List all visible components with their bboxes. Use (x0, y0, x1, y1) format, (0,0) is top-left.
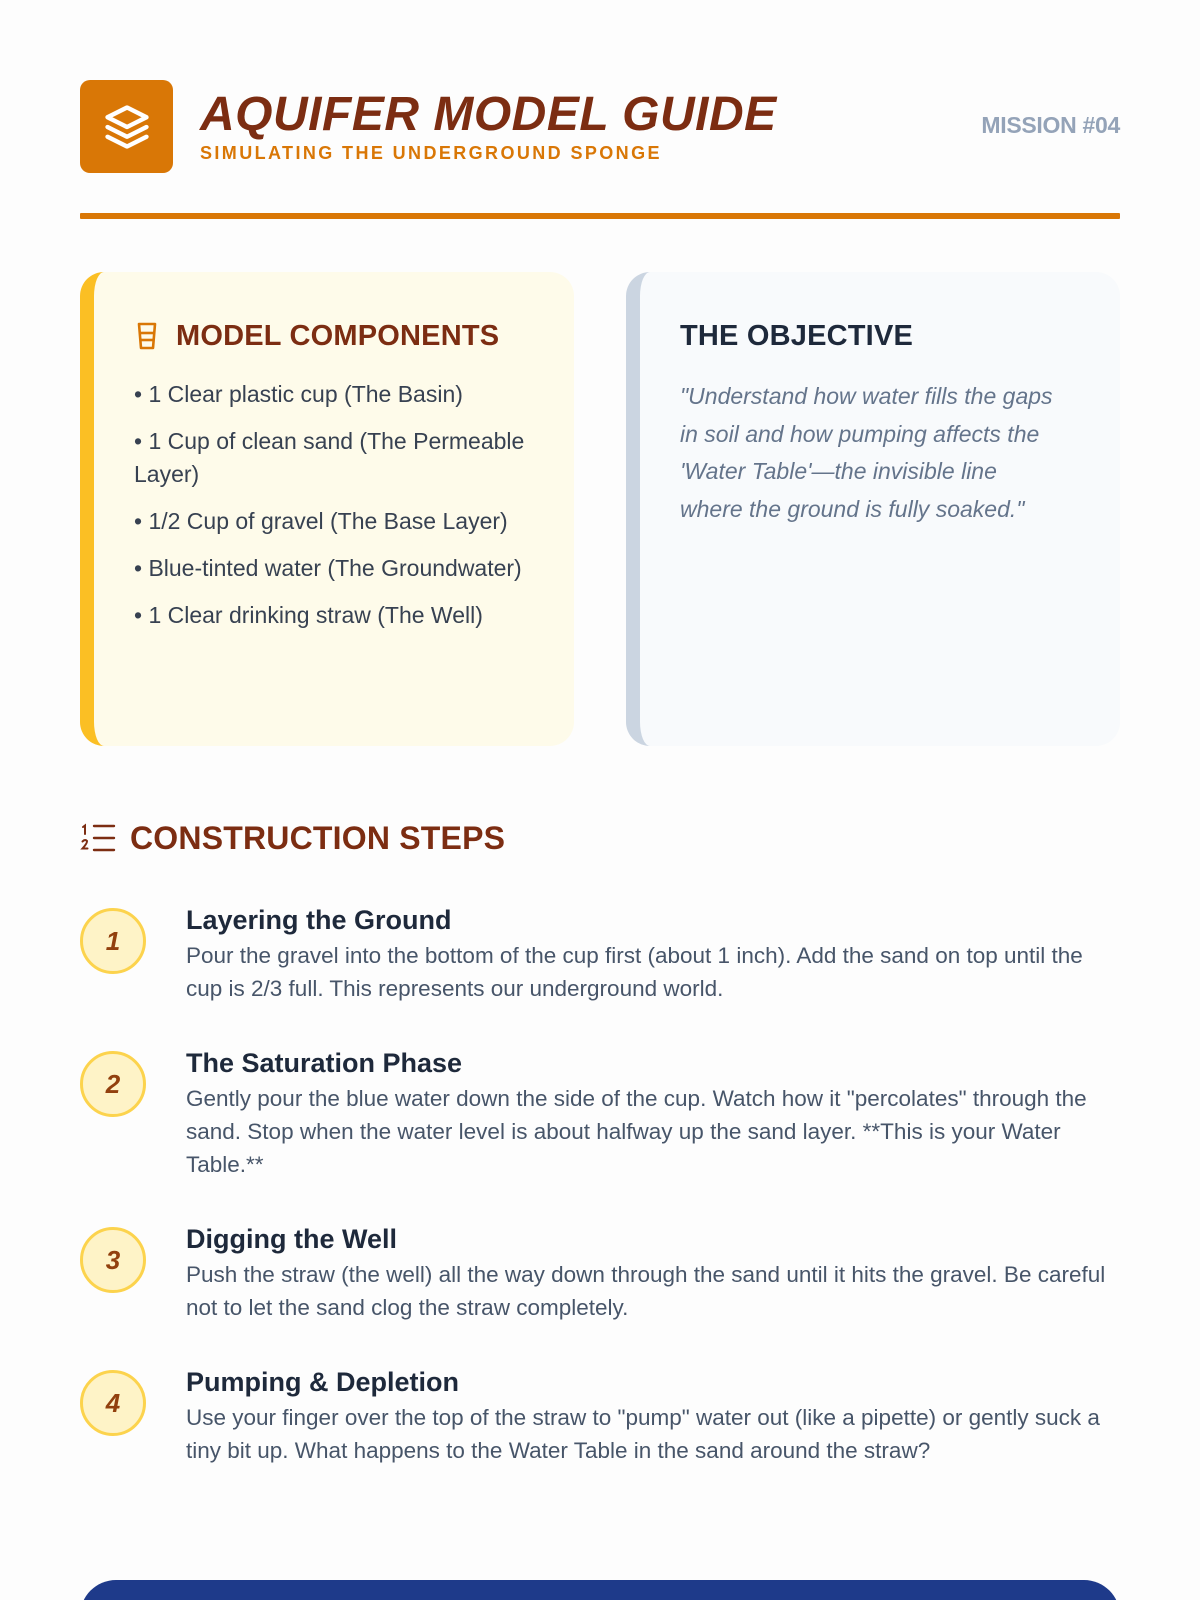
objective-header (680, 316, 1080, 356)
page-subtitle: SIMULATING THE UNDERGROUND SPONGE (200, 143, 662, 163)
step-description: Use your finger over the top of the straw to "pump" water out (like a pipette) or gently suck a tiny bit up. What happens to the Water Table in the sand around the straw? (186, 1405, 1100, 1463)
steps-header (80, 818, 1120, 858)
step-number-badge: 2 (80, 1051, 146, 1117)
objective-heading: THE OBJECTIVE (680, 319, 914, 352)
layers-icon (101, 101, 153, 153)
step-body (186, 1221, 1120, 1324)
list-item: • 1 Clear drinking straw (The Well) (134, 602, 483, 628)
step-title: Digging the Well (186, 1224, 397, 1254)
steps-heading: CONSTRUCTION STEPS (130, 819, 506, 856)
step-title: The Saturation Phase (186, 1048, 463, 1078)
step-description: Gently pour the blue water down the side of the cup. Watch how it "percolates" through the sand. Stop when the water level is about halfway up the sand layer. **This is your Water Table.** (186, 1086, 1087, 1177)
cup-icon (134, 321, 160, 351)
step-body (186, 902, 1120, 1005)
step-number-badge: 1 (80, 908, 146, 974)
header-divider (80, 213, 1120, 219)
objective-card (626, 272, 1120, 746)
step-title: Pumping & Depletion (186, 1367, 459, 1397)
list-item: • 1 Cup of clean sand (The Permeable Layer) (134, 428, 525, 487)
title-block (200, 89, 777, 164)
step-number-badge: 3 (80, 1227, 146, 1293)
step-description: Pour the gravel into the bottom of the cup first (about 1 inch). Add the sand on top until the cup is 2/3 full. This represents our underground world. (186, 943, 1083, 1001)
step-item (80, 1045, 1120, 1181)
steps-list (80, 902, 1120, 1467)
step-item (80, 1364, 1120, 1467)
list-item: • 1/2 Cup of gravel (The Base Layer) (134, 508, 508, 534)
logo (80, 80, 173, 173)
list-item: • Blue-tinted water (The Groundwater) (134, 555, 522, 581)
step-number-badge: 4 (80, 1370, 146, 1436)
step-title: Layering the Ground (186, 905, 452, 935)
components-card (80, 272, 574, 746)
step-item (80, 1221, 1120, 1324)
numbered-list-icon (80, 822, 116, 854)
components-list (134, 378, 534, 632)
info-cards (80, 272, 1120, 746)
step-body (186, 1364, 1120, 1467)
components-heading: MODEL COMPONENTS (176, 319, 500, 352)
step-body (186, 1045, 1120, 1181)
footer-banner (80, 1580, 1120, 1600)
page-title: AQUIFER MODEL GUIDE (200, 88, 777, 141)
mission-label: MISSION #04 (981, 112, 1120, 138)
components-header (134, 316, 534, 356)
objective-text: "Understand how water fills the gaps in soil and how pumping affects the 'Water Table'—the invisible line where the ground is fully soaked." (680, 383, 1053, 522)
step-description: Push the straw (the well) all the way down through the sand until it hits the gravel. Be careful not to let the sand clog the straw completely. (186, 1262, 1106, 1320)
header (80, 80, 1120, 173)
step-item (80, 902, 1120, 1005)
list-item: • 1 Clear plastic cup (The Basin) (134, 381, 463, 407)
